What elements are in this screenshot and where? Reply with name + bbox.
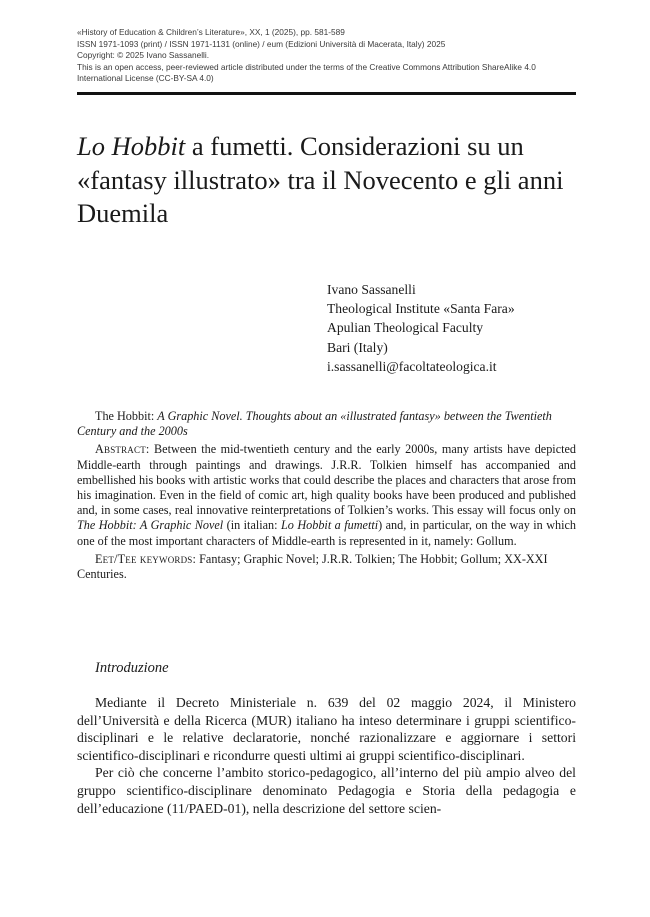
license-line: International License (CC-BY-SA 4.0) — [77, 73, 214, 84]
abstract-label: Abstract: — [95, 442, 150, 457]
header-rule — [77, 92, 576, 95]
paragraph: Mediante il Decreto Ministeriale n. 639 del 02 maggio 2024, il Ministero dell’Università e della Ricerca (MUR) italiano ha inteso determinare i gruppi scientifico-disciplinari e le relative declaratorie, nonché razionalizzare e aggiornare i settori scientifico-disciplinari e ricondurre questi ultimi ai gruppi scientifico-disciplinari. — [77, 695, 576, 763]
author-affiliation: Theological Institute «Santa Fara» — [327, 301, 515, 317]
abstract-text: Abstract: Between the mid-twentieth century and the early 2000s, many artists have depicted Middle-earth through paintings and drawings. J.R.R. Tolkien himself has accompanied and embellished his books with artistic works that could describe the places and characters that arose from his imagination. Even in the field of comic art, high quality books have been produced and published and, in some cases, real innovative reinterpretations of Tolkien’s works. This essay will focus only on The Hobbit: A Graphic Novel (in italian: Lo Hobbit a fumetti) and, in particular, on the way in which one of the most important characters of Middle-earth is represented in it, namely: Gollum. — [77, 442, 577, 548]
author-affiliation: Apulian Theological Faculty — [327, 320, 484, 336]
issn-line: ISSN 1971-1093 (print) / ISSN 1971-1131 (online) / eum (Edizioni Università di Macerata, Italy) 2025 — [77, 38, 446, 49]
license-line: This is an open access, peer-reviewed article distributed under the terms of the Creative Commons Attribution ShareAlike 4.0 — [77, 61, 536, 72]
title-rest: a fumetti. Considerazioni su un «fantasy illustrato» tra il Novecento e gli anni Duemila — [77, 131, 564, 228]
author-name: Ivano Sassanelli — [327, 282, 416, 297]
abstract-block — [77, 409, 576, 582]
citation-line: «History of Education & Children’s Literature», XX, 1 (2025), pp. 581-589 — [77, 27, 345, 37]
keywords-label: Eet/Tee keywords: — [95, 551, 197, 566]
body-text — [77, 694, 576, 817]
journal-header — [77, 27, 577, 85]
section-heading: Introduzione — [95, 660, 169, 676]
title-italic: Lo Hobbit — [77, 131, 186, 161]
author-block — [327, 280, 587, 376]
author-email[interactable]: i.sassanelli@facoltateologica.it — [327, 358, 497, 374]
copyright-line: Copyright: © 2025 Ivano Sassanelli. — [77, 50, 210, 61]
paragraph: Per ciò che concerne l’ambito storico-pedagogico, all’interno del più ampio alveo del gruppo scientifico-disciplinare denominato Pedagogia e Storia della pedagogia e dell’educazione (11/PAED-01), nella descrizione del settore scien- — [77, 765, 576, 816]
keywords: Eet/Tee keywords: Fantasy; Graphic Novel; J.R.R. Tolkien; The Hobbit; Gollum; XX-XXI Centuries. — [77, 551, 548, 582]
author-location: Bari (Italy) — [327, 339, 388, 355]
article-title — [77, 130, 587, 231]
english-title: The Hobbit: A Graphic Novel. Thoughts about an «illustrated fantasy» between the Twentieth Century and the 2000s — [77, 409, 552, 439]
